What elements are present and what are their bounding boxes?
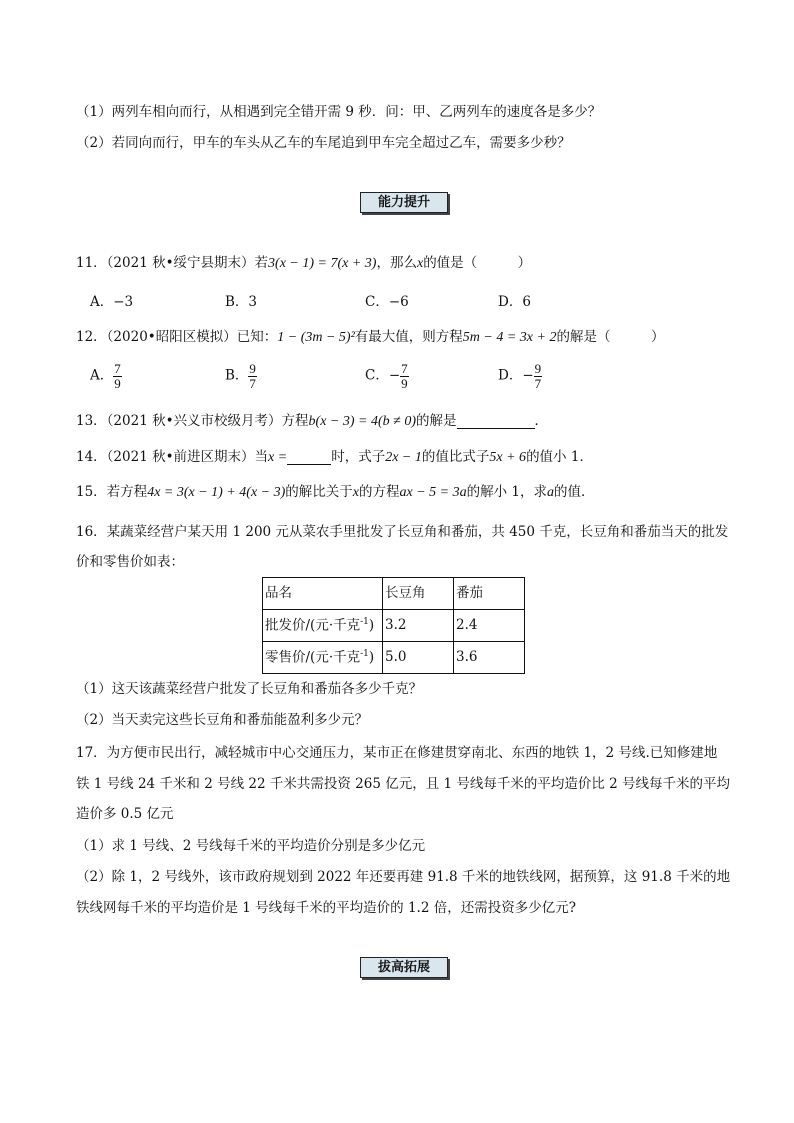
- table-row: [263, 610, 525, 642]
- option-letter: C．: [365, 367, 389, 384]
- numerator: 9: [249, 361, 256, 376]
- problem-15-equation-1: 4x = 3(x − 1) + 4(x − 3): [147, 485, 286, 500]
- table-header-cell: 长豆角: [383, 578, 454, 610]
- problem-11-equation: 3(x − 1) = 7(x + 3): [268, 256, 377, 271]
- denominator: 7: [249, 375, 256, 391]
- problem-11-variable: x: [416, 256, 424, 271]
- problem-11: [76, 257, 531, 271]
- problem-14-text-2: 的值比式子: [421, 449, 490, 465]
- problem-12-equation: 5m − 4 = 3x + 2: [462, 330, 557, 345]
- option-letter: B．: [225, 367, 249, 384]
- problem-13-source: 13．（2021 秋•兴义市校级月考）方程: [76, 413, 309, 429]
- option-letter: D．: [498, 367, 523, 384]
- problem-12-expression: 1 − (3m − 5)²: [277, 330, 355, 345]
- problem-13-equation: b(x − 3) = 4(b ≠ 0): [308, 414, 416, 429]
- problem-12-text: 有最大值，则方程: [354, 329, 463, 345]
- problem-12-option-b[interactable]: [225, 362, 257, 390]
- numerator: 7: [401, 361, 408, 376]
- option-sign: −: [388, 367, 401, 384]
- problem-14-source: 14．（2021 秋•前进区期末）当: [76, 449, 269, 465]
- problem-12-option-c[interactable]: [365, 362, 409, 390]
- problem-14-expression-1: 2x − 1: [385, 450, 422, 465]
- denominator: 9: [114, 375, 121, 391]
- problem-15-text: 的解比关于: [285, 484, 353, 500]
- problem-15-head: 15．若方程: [76, 484, 148, 500]
- table-cell: 3.2: [383, 610, 454, 642]
- problem-15-equation-2: ax − 5 = 3a: [399, 485, 467, 500]
- problem-15: [76, 486, 595, 500]
- problem-17-question-2a: （2）除 1，2 号线外，该市政府规划到 2022 年还要再建 91.8 千米的地铁线网，据预算，这 91.8 千米的地: [76, 869, 731, 885]
- problem-11-tail: 的值是（ ）: [423, 255, 532, 271]
- problem-15-tail: 的值．: [554, 484, 595, 500]
- label-close: ): [368, 617, 375, 634]
- problem-16-question-2: （2）当天卖完这些长豆角和番茄能盈利多少元？: [76, 712, 369, 728]
- problem-15-variable: x: [352, 485, 359, 500]
- table-cell: 5.0: [383, 642, 454, 674]
- denominator: 9: [401, 375, 408, 391]
- answer-blank[interactable]: [457, 414, 535, 429]
- problem-17-question-2b: 铁线网每千米的平均造价是 1 号线每千米的平均造价的 1.2 倍，还需投资多少亿元?: [76, 900, 576, 916]
- problem-13-text: 的解是: [416, 413, 457, 429]
- fraction: [113, 362, 122, 390]
- problem-11-option-b[interactable]: B．3: [225, 294, 258, 310]
- intro-question-2: （2）若同向而行，甲车的车头从乙车的车尾追到甲车完全超过乙车，需要多少秒？: [76, 135, 571, 151]
- table-header-row: [263, 578, 525, 610]
- problem-15-text-3: 的解小 1，求: [466, 484, 547, 500]
- intro-question-1: （1）两列车相向而行，从相遇到完全错开需 9 秒．问：甲、乙两列车的速度各是多少？: [76, 104, 602, 120]
- denominator: 7: [534, 375, 542, 391]
- table-row-label: [263, 642, 383, 674]
- table-row: [263, 642, 525, 674]
- problem-17-line-1: 17．为方便市民出行，减轻城市中心交通压力，某市正在修建贯穿南北、东西的地铁 1，2 号线.已知修建地: [76, 745, 718, 761]
- option-sign: −: [522, 367, 534, 384]
- answer-blank[interactable]: [287, 450, 331, 465]
- numerator: 7: [114, 361, 121, 376]
- problem-14-equation: x =: [268, 450, 288, 465]
- price-table: [262, 577, 525, 674]
- problem-11-source: 11．（2021 秋•绥宁县期末）若: [76, 255, 269, 271]
- problem-12: [76, 331, 664, 345]
- problem-11-option-d[interactable]: D．6: [498, 294, 531, 310]
- problem-13-end: ．: [534, 413, 548, 429]
- problem-17-question-1: （1）求 1 号线、2 号线每千米的平均造价分别是多少亿元: [76, 838, 426, 854]
- unit-exponent: -1: [360, 649, 369, 659]
- label-text: 批发价/(元·千克: [265, 617, 361, 634]
- fraction: [400, 362, 409, 390]
- problem-12-tail: 的解是（ ）: [556, 329, 665, 345]
- problem-16-line-1: 16．某蔬菜经营户某天用 1 200 元从菜农手里批发了长豆角和番茄，共 450 千克，长豆角和番茄当天的批发: [76, 524, 729, 540]
- fraction: [534, 362, 543, 390]
- unit-exponent: -1: [360, 617, 369, 627]
- numerator: 9: [534, 361, 542, 376]
- problem-11-option-a[interactable]: A．−3: [90, 294, 134, 310]
- table-header-cell: 番茄: [454, 578, 525, 610]
- problem-14-expression-2: 5x + 6: [489, 450, 527, 465]
- label-close: ): [368, 649, 375, 666]
- problem-14: [76, 450, 593, 465]
- section-heading-expand: 拔高拓展: [360, 957, 448, 978]
- problem-14-tail: 的值小 1．: [526, 449, 593, 465]
- problem-12-source: 12．（2020•昭阳区模拟）已知：: [76, 329, 278, 345]
- option-letter: A．: [90, 367, 114, 384]
- table-header-cell: 品名: [263, 578, 383, 610]
- fraction: [248, 362, 257, 390]
- problem-17-line-3: 造价多 0.5 亿元: [76, 806, 174, 822]
- problem-14-text: 时，式子: [331, 449, 386, 465]
- table-row-label: [263, 610, 383, 642]
- problem-16-question-1: （1）这天该蔬菜经营户批发了长豆角和番茄各多少千克？: [76, 681, 423, 697]
- problem-12-option-d[interactable]: [498, 362, 542, 390]
- problem-13: [76, 414, 548, 429]
- problem-17-line-2: 铁 1 号线 24 千米和 2 号线 22 千米共需投资 265 亿元，且 1 号线每千米的平均造价比 2 号线每千米的平均: [76, 776, 731, 792]
- problem-15-text-2: 的方程: [359, 484, 400, 500]
- table-cell: 2.4: [454, 610, 525, 642]
- problem-12-option-a[interactable]: [90, 362, 122, 390]
- problem-11-text: ，那么: [376, 255, 417, 271]
- table-cell: 3.6: [454, 642, 525, 674]
- problem-16-line-2: 价和零售价如表：: [76, 554, 184, 570]
- label-text: 零售价/(元·千克: [265, 649, 361, 666]
- section-heading-ability: 能力提升: [360, 192, 448, 213]
- problem-11-option-c[interactable]: C．−6: [365, 294, 409, 310]
- problem-15-variable-a: a: [547, 485, 554, 500]
